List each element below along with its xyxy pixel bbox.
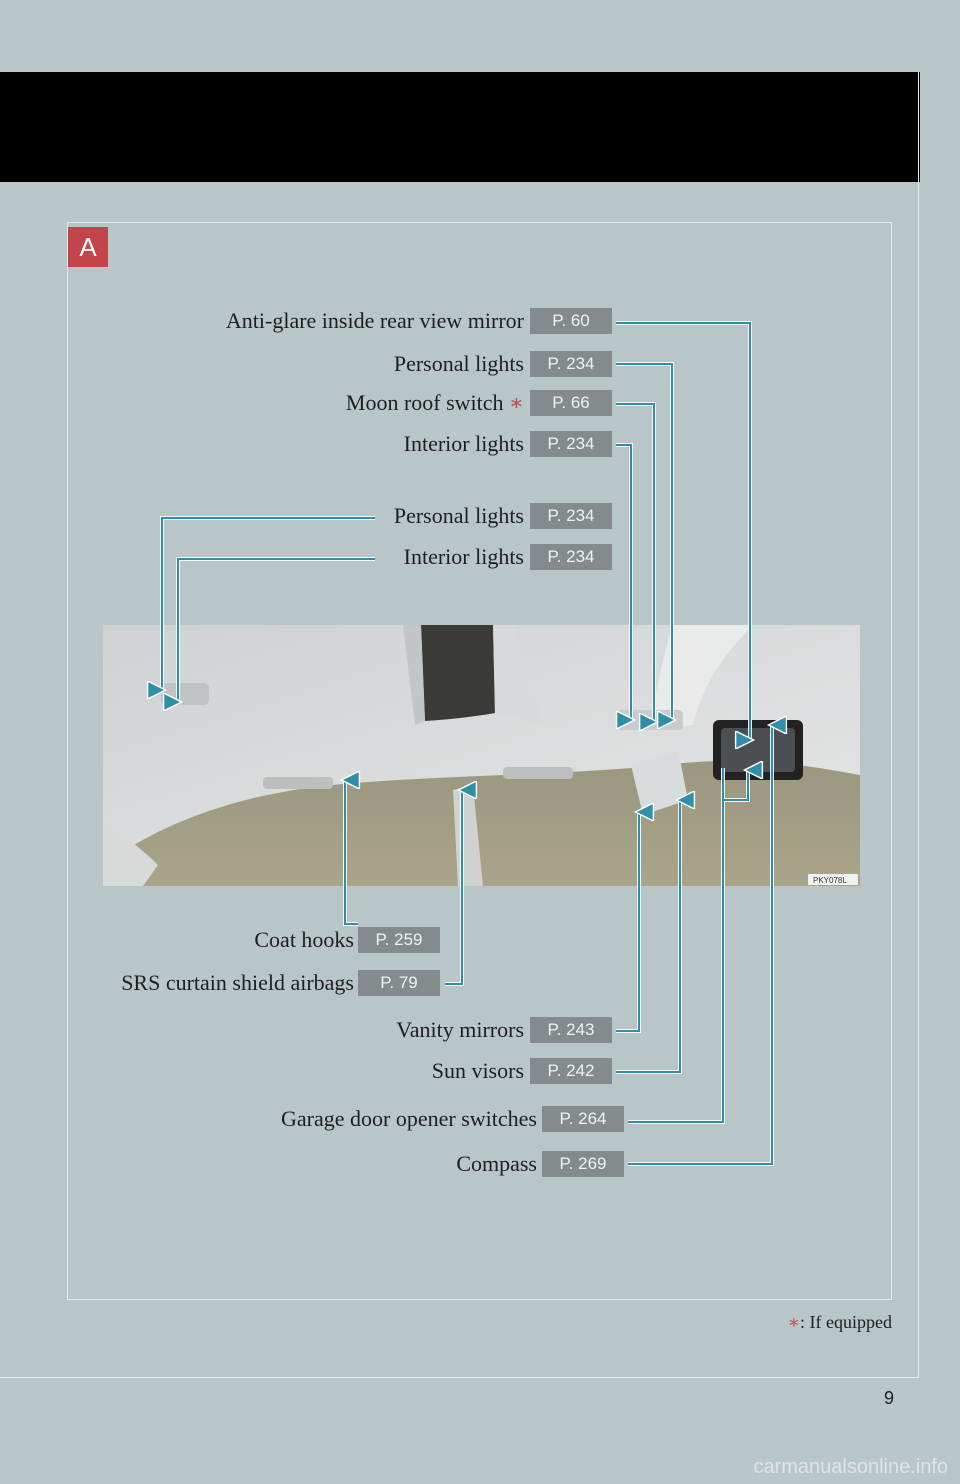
- cabin-ceiling-photo: [103, 625, 860, 886]
- personal-lights-rear-label: Personal lights: [393, 503, 524, 528]
- interior-lights-rear-page-ref[interactable]: P. 234: [530, 544, 612, 570]
- moon-roof-switch-label: [346, 390, 524, 416]
- personal-lights-front-page-ref[interactable]: P. 234: [530, 351, 612, 377]
- section-tab: A: [68, 227, 108, 267]
- coat-hooks-page-ref[interactable]: P. 259: [358, 927, 440, 953]
- footnote-text: : If equipped: [800, 1312, 892, 1332]
- moon-roof-switch-text: Moon roof switch: [345, 390, 504, 415]
- coat-hooks-label: Coat hooks: [254, 927, 354, 952]
- if-equipped-star-icon: ∗: [509, 390, 524, 415]
- interior-lights-rear-label: Interior lights: [403, 544, 524, 569]
- mirror-label: Anti-glare inside rear view mirror: [225, 308, 524, 333]
- garage-door-opener-page-ref[interactable]: P. 264: [542, 1106, 624, 1132]
- watermark: carmanualsonline.info: [753, 1456, 948, 1478]
- sun-visors-page-ref[interactable]: P. 242: [530, 1058, 612, 1084]
- header-bar: [0, 72, 920, 182]
- mirror-page-ref[interactable]: P. 60: [530, 308, 612, 334]
- cabin-ceiling-illustration: [103, 625, 860, 886]
- page-number: 9: [884, 1388, 895, 1408]
- page-frame-right: [918, 72, 919, 1378]
- personal-lights-front-label: Personal lights: [393, 351, 524, 376]
- vanity-mirrors-label: Vanity mirrors: [396, 1017, 524, 1042]
- vanity-mirrors-page-ref[interactable]: P. 243: [530, 1017, 612, 1043]
- personal-lights-rear-page-ref[interactable]: P. 234: [530, 503, 612, 529]
- srs-airbags-label: SRS curtain shield airbags: [121, 970, 354, 995]
- interior-lights-front-page-ref[interactable]: P. 234: [530, 431, 612, 457]
- compass-page-ref[interactable]: P. 269: [542, 1151, 624, 1177]
- srs-airbags-page-ref[interactable]: P. 79: [358, 970, 440, 996]
- footnote-star-icon: ∗: [787, 1312, 801, 1332]
- moon-roof-switch-page-ref[interactable]: P. 66: [530, 390, 612, 416]
- garage-door-opener-label: Garage door opener switches: [281, 1106, 537, 1131]
- page-frame-bottom: [0, 1377, 919, 1378]
- interior-lights-front-label: Interior lights: [403, 431, 524, 456]
- sun-visors-label: Sun visors: [431, 1058, 524, 1083]
- footnote: [788, 1312, 892, 1333]
- compass-label: Compass: [456, 1151, 537, 1176]
- photo-code: PKY078L: [813, 876, 847, 885]
